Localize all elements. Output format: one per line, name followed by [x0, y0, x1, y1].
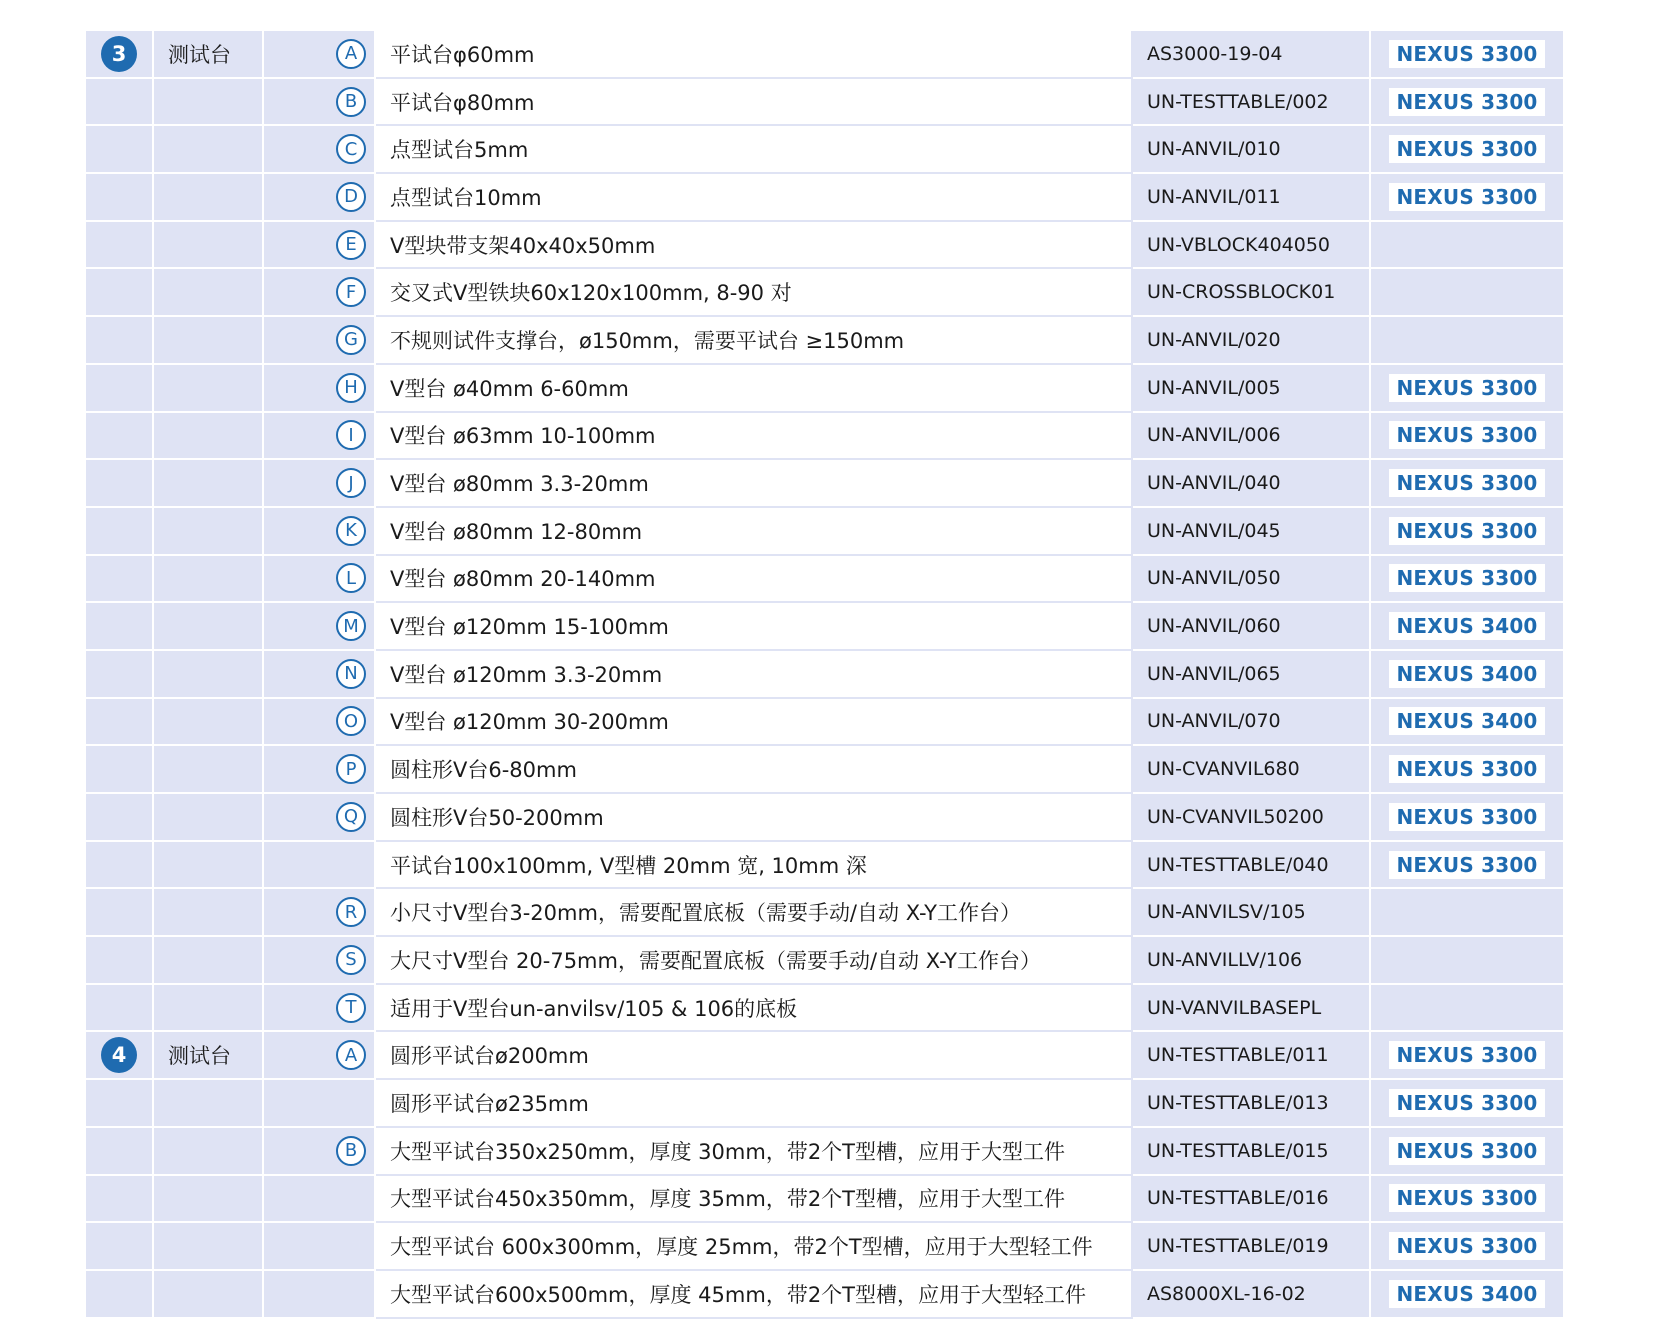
- item-letter-cell: [264, 508, 376, 556]
- section-number-cell: [86, 746, 154, 794]
- part-code: AS8000XL-16-02: [1147, 1282, 1306, 1305]
- model-cell: [1371, 794, 1563, 842]
- item-description: 适用于V型台un-anvilsv/105 & 106的底板: [390, 996, 798, 1021]
- model-cell: [1371, 365, 1563, 413]
- section-number-cell: [86, 126, 154, 174]
- description-cell: [376, 937, 1133, 985]
- item-letter-badge: A: [336, 39, 366, 69]
- table-row: [86, 1080, 1563, 1128]
- item-description: 小尺寸V型台3-20mm，需要配置底板（需要手动/自动 X-Y工作台）: [390, 901, 1021, 926]
- item-letter-cell: [264, 794, 376, 842]
- category-cell: [154, 651, 264, 699]
- part-code-cell: [1133, 365, 1371, 413]
- description-cell: [376, 413, 1133, 461]
- table-row: [86, 413, 1563, 461]
- part-code-cell: [1133, 985, 1371, 1033]
- model-badge: NEXUS 3300: [1389, 421, 1544, 449]
- item-letter-cell: [264, 365, 376, 413]
- category-cell: [154, 269, 264, 317]
- part-code-cell: [1133, 79, 1371, 127]
- table-row: [86, 1176, 1563, 1224]
- description-cell: [376, 699, 1133, 747]
- model-cell: [1371, 1176, 1563, 1224]
- category-cell: [154, 1176, 264, 1224]
- model-badge: NEXUS 3400: [1389, 612, 1544, 640]
- item-letter-cell: [264, 699, 376, 747]
- part-code: UN-ANVIL/011: [1147, 185, 1281, 208]
- part-code-cell: [1133, 746, 1371, 794]
- model-cell: [1371, 985, 1563, 1033]
- table-row: [86, 1271, 1563, 1319]
- item-letter-cell: [264, 174, 376, 222]
- part-code: UN-TESTTABLE/002: [1147, 90, 1329, 113]
- description-cell: [376, 222, 1133, 270]
- part-code: UN-ANVIL/005: [1147, 376, 1281, 399]
- category-cell: [154, 1271, 264, 1319]
- table-row: [86, 460, 1563, 508]
- model-badge: NEXUS 3300: [1389, 183, 1544, 211]
- item-description: 不规则试件支撑台，ø150mm，需要平试台 ≥150mm: [390, 328, 905, 353]
- part-code: UN-CVANVIL50200: [1147, 805, 1324, 828]
- part-code-cell: [1133, 1223, 1371, 1271]
- section-number-cell: [86, 1271, 154, 1319]
- section-number-cell: [86, 79, 154, 127]
- part-code: UN-ANVIL/040: [1147, 472, 1281, 495]
- model-cell: [1371, 651, 1563, 699]
- part-code: UN-TESTTABLE/013: [1147, 1091, 1329, 1114]
- item-letter-cell: [264, 556, 376, 604]
- model-badge: NEXUS 3300: [1389, 88, 1544, 116]
- description-cell: [376, 269, 1133, 317]
- item-letter-cell: [264, 889, 376, 937]
- category-cell: [154, 603, 264, 651]
- part-code: UN-TESTTABLE/019: [1147, 1235, 1329, 1258]
- table-row: [86, 985, 1563, 1033]
- part-code: UN-TESTTABLE/011: [1147, 1044, 1329, 1067]
- model-cell: [1371, 746, 1563, 794]
- item-letter-badge: A: [336, 1040, 366, 1070]
- item-letter-badge: B: [336, 1136, 366, 1166]
- description-cell: [376, 556, 1133, 604]
- category-cell: [154, 556, 264, 604]
- item-letter-badge: D: [336, 182, 366, 212]
- item-letter-badge: T: [336, 993, 366, 1023]
- section-number-cell: [86, 222, 154, 270]
- model-badge: NEXUS 3300: [1389, 1184, 1544, 1212]
- category-cell: [154, 1080, 264, 1128]
- category-cell: [154, 889, 264, 937]
- item-letter-cell: [264, 31, 376, 79]
- item-letter-cell: [264, 1128, 376, 1176]
- category-cell: [154, 413, 264, 461]
- part-code-cell: [1133, 556, 1371, 604]
- section-number-cell: [86, 556, 154, 604]
- section-number-cell: [86, 794, 154, 842]
- item-letter-cell: [264, 1176, 376, 1224]
- table-row: [86, 556, 1563, 604]
- item-description: V型台 ø80mm 12-80mm: [390, 519, 643, 544]
- item-description: V型台 ø80mm 20-140mm: [390, 567, 656, 592]
- item-description: 平试台φ80mm: [390, 90, 535, 115]
- model-cell: [1371, 174, 1563, 222]
- model-cell: [1371, 603, 1563, 651]
- category-cell: [154, 1128, 264, 1176]
- description-cell: [376, 460, 1133, 508]
- model-cell: [1371, 937, 1563, 985]
- model-badge: NEXUS 3300: [1389, 1041, 1544, 1069]
- table-row: [86, 269, 1563, 317]
- category-cell: [154, 794, 264, 842]
- section-number-cell: [86, 460, 154, 508]
- part-code-cell: [1133, 269, 1371, 317]
- item-description: V型台 ø120mm 3.3-20mm: [390, 662, 663, 687]
- item-description: 圆形平试台ø200mm: [390, 1044, 589, 1069]
- category-label: 测试台: [168, 1044, 231, 1069]
- item-description: 大型平试台450x350mm，厚度 35mm，带2个T型槽，应用于大型工件: [390, 1187, 1066, 1212]
- part-code: UN-VANVILBASEPL: [1147, 996, 1322, 1019]
- model-cell: [1371, 79, 1563, 127]
- section-number-cell: [86, 985, 154, 1033]
- item-letter-badge: J: [336, 468, 366, 498]
- category-cell: [154, 937, 264, 985]
- part-code-cell: [1133, 842, 1371, 890]
- model-cell: [1371, 1223, 1563, 1271]
- model-badge: NEXUS 3300: [1389, 803, 1544, 831]
- model-cell: [1371, 460, 1563, 508]
- item-description: V型台 ø63mm 10-100mm: [390, 424, 656, 449]
- table-row: [86, 699, 1563, 747]
- model-badge: NEXUS 3300: [1389, 374, 1544, 402]
- description-cell: [376, 889, 1133, 937]
- section-number-cell: [86, 842, 154, 890]
- part-code-cell: [1133, 889, 1371, 937]
- part-code-cell: [1133, 603, 1371, 651]
- part-code: UN-ANVIL/006: [1147, 424, 1281, 447]
- item-letter-badge: K: [336, 516, 366, 546]
- model-cell: [1371, 842, 1563, 890]
- description-cell: [376, 508, 1133, 556]
- item-description: 点型试台10mm: [390, 185, 542, 210]
- model-cell: [1371, 889, 1563, 937]
- model-badge: NEXUS 3300: [1389, 1089, 1544, 1117]
- table-row: [86, 937, 1563, 985]
- section-number-cell: [86, 1080, 154, 1128]
- description-cell: [376, 79, 1133, 127]
- accessories-table: [86, 31, 1563, 1319]
- description-cell: [376, 985, 1133, 1033]
- table-row: [86, 31, 1563, 79]
- item-letter-cell: [264, 603, 376, 651]
- part-code: UN-ANVIL/010: [1147, 138, 1281, 161]
- part-code-cell: [1133, 1080, 1371, 1128]
- category-cell: [154, 31, 264, 79]
- item-letter-badge: M: [336, 611, 366, 641]
- part-code-cell: [1133, 937, 1371, 985]
- model-cell: [1371, 1128, 1563, 1176]
- item-letter-badge: L: [336, 563, 366, 593]
- category-cell: [154, 1223, 264, 1271]
- description-cell: [376, 1080, 1133, 1128]
- section-number-cell: [86, 365, 154, 413]
- item-letter-cell: [264, 269, 376, 317]
- item-letter-cell: [264, 222, 376, 270]
- category-cell: [154, 222, 264, 270]
- item-description: 圆柱形V台50-200mm: [390, 805, 604, 830]
- item-description: V型台 ø80mm 3.3-20mm: [390, 472, 649, 497]
- part-code-cell: [1133, 1271, 1371, 1319]
- category-cell: [154, 317, 264, 365]
- section-number-badge: 4: [101, 1037, 137, 1073]
- section-number-cell: [86, 269, 154, 317]
- model-cell: [1371, 1271, 1563, 1319]
- model-cell: [1371, 317, 1563, 365]
- table-row: [86, 794, 1563, 842]
- table-row: [86, 222, 1563, 270]
- section-number-cell: [86, 317, 154, 365]
- item-letter-badge: B: [336, 87, 366, 117]
- part-code: UN-ANVIL/060: [1147, 615, 1281, 638]
- model-badge: NEXUS 3400: [1389, 707, 1544, 735]
- description-cell: [376, 174, 1133, 222]
- item-letter-badge: F: [336, 277, 366, 307]
- table-row: [86, 842, 1563, 890]
- item-letter-badge: I: [336, 420, 366, 450]
- table-row: [86, 746, 1563, 794]
- item-letter-cell: [264, 746, 376, 794]
- part-code-cell: [1133, 1032, 1371, 1080]
- model-cell: [1371, 222, 1563, 270]
- item-letter-cell: [264, 413, 376, 461]
- part-code-cell: [1133, 317, 1371, 365]
- part-code: UN-ANVIL/050: [1147, 567, 1281, 590]
- item-letter-badge: E: [336, 230, 366, 260]
- description-cell: [376, 651, 1133, 699]
- item-description: 平试台φ60mm: [390, 42, 535, 67]
- part-code: UN-ANVIL/070: [1147, 710, 1281, 733]
- part-code-cell: [1133, 508, 1371, 556]
- category-cell: [154, 79, 264, 127]
- item-description: 大型平试台 600x300mm，厚度 25mm，带2个T型槽，应用于大型轻工件: [390, 1235, 1093, 1260]
- part-code-cell: [1133, 222, 1371, 270]
- description-cell: [376, 365, 1133, 413]
- item-description: 点型试台5mm: [390, 138, 529, 163]
- item-letter-cell: [264, 1271, 376, 1319]
- description-cell: [376, 794, 1133, 842]
- item-letter-badge: N: [336, 659, 366, 689]
- part-code-cell: [1133, 794, 1371, 842]
- item-description: 平试台100x100mm, V型槽 20mm 宽, 10mm 深: [390, 853, 867, 878]
- table-row: [86, 174, 1563, 222]
- table-row: [86, 603, 1563, 651]
- item-letter-cell: [264, 937, 376, 985]
- description-cell: [376, 317, 1133, 365]
- model-badge: NEXUS 3300: [1389, 564, 1544, 592]
- model-cell: [1371, 508, 1563, 556]
- category-cell: [154, 508, 264, 556]
- item-description: 大尺寸V型台 20-75mm，需要配置底板（需要手动/自动 X-Y工作台）: [390, 948, 1041, 973]
- item-letter-badge: P: [336, 754, 366, 784]
- section-number-cell: [86, 31, 154, 79]
- description-cell: [376, 842, 1133, 890]
- item-letter-cell: [264, 1032, 376, 1080]
- model-badge: NEXUS 3300: [1389, 851, 1544, 879]
- item-letter-cell: [264, 985, 376, 1033]
- section-number-cell: [86, 413, 154, 461]
- table-row: [86, 1032, 1563, 1080]
- part-code: UN-ANVIL/065: [1147, 662, 1281, 685]
- table-row: [86, 365, 1563, 413]
- item-letter-badge: S: [336, 945, 366, 975]
- category-label: 测试台: [168, 42, 231, 67]
- item-letter-cell: [264, 1223, 376, 1271]
- category-cell: [154, 460, 264, 508]
- part-code-cell: [1133, 31, 1371, 79]
- item-letter-badge: R: [336, 897, 366, 927]
- section-number-cell: [86, 1176, 154, 1224]
- model-badge: NEXUS 3300: [1389, 135, 1544, 163]
- description-cell: [376, 1032, 1133, 1080]
- item-description: 大型平试台600x500mm，厚度 45mm，带2个T型槽，应用于大型轻工件: [390, 1282, 1087, 1307]
- part-code-cell: [1133, 699, 1371, 747]
- category-cell: [154, 842, 264, 890]
- part-code: UN-ANVILLV/106: [1147, 948, 1303, 971]
- section-number-cell: [86, 937, 154, 985]
- model-badge: NEXUS 3300: [1389, 469, 1544, 497]
- model-cell: [1371, 556, 1563, 604]
- description-cell: [376, 1176, 1133, 1224]
- section-number-cell: [86, 699, 154, 747]
- item-letter-cell: [264, 317, 376, 365]
- model-badge: NEXUS 3300: [1389, 755, 1544, 783]
- description-cell: [376, 603, 1133, 651]
- item-letter-badge: C: [336, 134, 366, 164]
- table-row: [86, 1223, 1563, 1271]
- table-row: [86, 508, 1563, 556]
- part-code-cell: [1133, 174, 1371, 222]
- item-letter-badge: G: [336, 325, 366, 355]
- item-description: 交叉式V型铁块60x120x100mm, 8-90 对: [390, 281, 792, 306]
- part-code: UN-ANVIL/020: [1147, 328, 1281, 351]
- category-cell: [154, 126, 264, 174]
- model-badge: NEXUS 3300: [1389, 1232, 1544, 1260]
- table-row: [86, 79, 1563, 127]
- item-letter-cell: [264, 651, 376, 699]
- section-number-cell: [86, 1223, 154, 1271]
- part-code-cell: [1133, 1176, 1371, 1224]
- part-code: UN-CROSSBLOCK01: [1147, 281, 1336, 304]
- model-cell: [1371, 1032, 1563, 1080]
- item-letter-cell: [264, 126, 376, 174]
- part-code: UN-ANVIL/045: [1147, 519, 1281, 542]
- table-row: [86, 889, 1563, 937]
- category-cell: [154, 1032, 264, 1080]
- table-row: [86, 651, 1563, 699]
- section-number-cell: [86, 889, 154, 937]
- model-cell: [1371, 269, 1563, 317]
- item-letter-badge: O: [336, 706, 366, 736]
- model-cell: [1371, 126, 1563, 174]
- part-code-cell: [1133, 413, 1371, 461]
- description-cell: [376, 746, 1133, 794]
- model-cell: [1371, 699, 1563, 747]
- item-description: 大型平试台350x250mm，厚度 30mm，带2个T型槽，应用于大型工件: [390, 1139, 1066, 1164]
- model-badge: NEXUS 3400: [1389, 660, 1544, 688]
- description-cell: [376, 126, 1133, 174]
- item-description: V型台 ø120mm 15-100mm: [390, 615, 669, 640]
- part-code-cell: [1133, 1128, 1371, 1176]
- category-cell: [154, 985, 264, 1033]
- part-code-cell: [1133, 651, 1371, 699]
- category-cell: [154, 746, 264, 794]
- part-code: UN-TESTTABLE/040: [1147, 853, 1329, 876]
- section-number-cell: [86, 508, 154, 556]
- section-number-cell: [86, 603, 154, 651]
- model-cell: [1371, 1080, 1563, 1128]
- part-code-cell: [1133, 126, 1371, 174]
- part-code: AS3000-19-04: [1147, 42, 1283, 65]
- item-description: V型台 ø120mm 30-200mm: [390, 710, 669, 735]
- category-cell: [154, 699, 264, 747]
- section-number-cell: [86, 1032, 154, 1080]
- model-badge: NEXUS 3300: [1389, 1137, 1544, 1165]
- item-description: V型块带支架40x40x50mm: [390, 233, 656, 258]
- part-code: UN-ANVILSV/105: [1147, 901, 1306, 924]
- category-cell: [154, 174, 264, 222]
- item-letter-cell: [264, 79, 376, 127]
- model-badge: NEXUS 3400: [1389, 1280, 1544, 1308]
- category-cell: [154, 365, 264, 413]
- model-badge: NEXUS 3300: [1389, 40, 1544, 68]
- part-code: UN-TESTTABLE/015: [1147, 1139, 1329, 1162]
- section-number-cell: [86, 651, 154, 699]
- table-row: [86, 126, 1563, 174]
- part-code: UN-TESTTABLE/016: [1147, 1187, 1329, 1210]
- section-number-cell: [86, 174, 154, 222]
- section-number-cell: [86, 1128, 154, 1176]
- item-letter-cell: [264, 1080, 376, 1128]
- item-letter-badge: H: [336, 373, 366, 403]
- item-description: 圆形平试台ø235mm: [390, 1091, 589, 1116]
- section-number-badge: 3: [101, 36, 137, 72]
- model-cell: [1371, 413, 1563, 461]
- item-description: 圆柱形V台6-80mm: [390, 758, 577, 783]
- model-badge: NEXUS 3300: [1389, 517, 1544, 545]
- model-cell: [1371, 31, 1563, 79]
- table-row: [86, 317, 1563, 365]
- table-row: [86, 1128, 1563, 1176]
- part-code-cell: [1133, 460, 1371, 508]
- description-cell: [376, 31, 1133, 79]
- item-letter-cell: [264, 460, 376, 508]
- description-cell: [376, 1271, 1133, 1319]
- item-letter-cell: [264, 842, 376, 890]
- description-cell: [376, 1128, 1133, 1176]
- part-code: UN-VBLOCK404050: [1147, 233, 1331, 256]
- item-letter-badge: Q: [336, 802, 366, 832]
- part-code: UN-CVANVIL680: [1147, 758, 1300, 781]
- description-cell: [376, 1223, 1133, 1271]
- item-description: V型台 ø40mm 6-60mm: [390, 376, 629, 401]
